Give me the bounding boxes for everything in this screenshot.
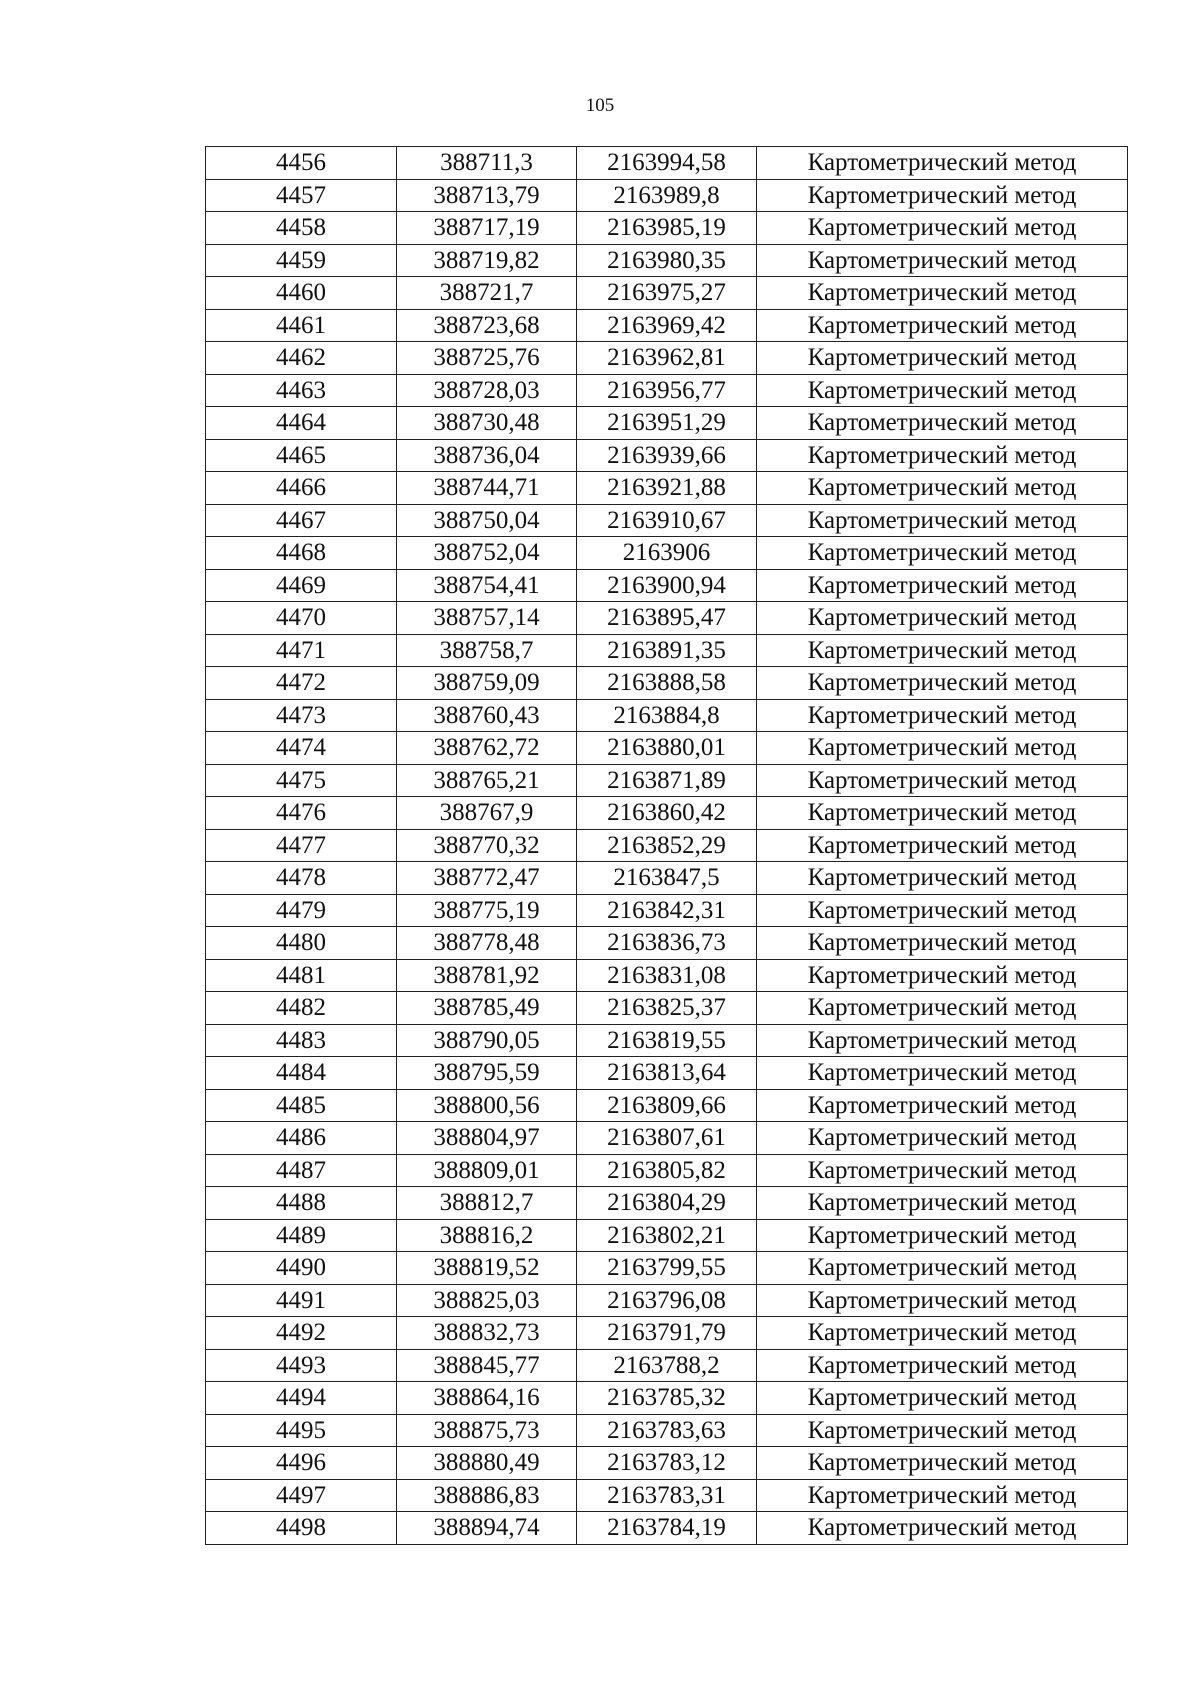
point-number-cell: 4488: [206, 1187, 397, 1220]
table-row: [206, 634, 1128, 667]
x-coordinate-cell: 388775,19: [397, 894, 577, 927]
method-cell: Картометрический метод: [757, 504, 1128, 537]
method-cell: Картометрический метод: [757, 212, 1128, 245]
y-coordinate-cell: 2163962,81: [577, 342, 757, 375]
method-cell: Картометрический метод: [757, 179, 1128, 212]
point-number-cell: 4472: [206, 667, 397, 700]
x-coordinate-cell: 388719,82: [397, 244, 577, 277]
point-number-cell: 4474: [206, 732, 397, 765]
method-cell: Картометрический метод: [757, 1414, 1128, 1447]
method-cell: Картометрический метод: [757, 439, 1128, 472]
method-cell: Картометрический метод: [757, 862, 1128, 895]
method-cell: Картометрический метод: [757, 1187, 1128, 1220]
x-coordinate-cell: 388730,48: [397, 407, 577, 440]
table-row: [206, 1024, 1128, 1057]
x-coordinate-cell: 388736,04: [397, 439, 577, 472]
x-coordinate-cell: 388825,03: [397, 1284, 577, 1317]
point-number-cell: 4492: [206, 1317, 397, 1350]
method-cell: Картометрический метод: [757, 699, 1128, 732]
coordinates-table: [205, 146, 1128, 1545]
method-cell: Картометрический метод: [757, 1479, 1128, 1512]
y-coordinate-cell: 2163994,58: [577, 147, 757, 180]
method-cell: Картометрический метод: [757, 1024, 1128, 1057]
y-coordinate-cell: 2163847,5: [577, 862, 757, 895]
x-coordinate-cell: 388744,71: [397, 472, 577, 505]
method-cell: Картометрический метод: [757, 1349, 1128, 1382]
method-cell: Картометрический метод: [757, 764, 1128, 797]
method-cell: Картометрический метод: [757, 1317, 1128, 1350]
table-row: [206, 472, 1128, 505]
y-coordinate-cell: 2163788,2: [577, 1349, 757, 1382]
method-cell: Картометрический метод: [757, 1252, 1128, 1285]
method-cell: Картометрический метод: [757, 927, 1128, 960]
point-number-cell: 4497: [206, 1479, 397, 1512]
point-number-cell: 4469: [206, 569, 397, 602]
table-row: [206, 1122, 1128, 1155]
y-coordinate-cell: 2163888,58: [577, 667, 757, 700]
point-number-cell: 4460: [206, 277, 397, 310]
point-number-cell: 4493: [206, 1349, 397, 1382]
y-coordinate-cell: 2163985,19: [577, 212, 757, 245]
y-coordinate-cell: 2163884,8: [577, 699, 757, 732]
method-cell: Картометрический метод: [757, 1154, 1128, 1187]
table-row: [206, 959, 1128, 992]
table-row: [206, 1349, 1128, 1382]
y-coordinate-cell: 2163989,8: [577, 179, 757, 212]
method-cell: Картометрический метод: [757, 147, 1128, 180]
table-row: [206, 1479, 1128, 1512]
method-cell: Картометрический метод: [757, 829, 1128, 862]
table-row: [206, 1219, 1128, 1252]
point-number-cell: 4486: [206, 1122, 397, 1155]
y-coordinate-cell: 2163805,82: [577, 1154, 757, 1187]
y-coordinate-cell: 2163871,89: [577, 764, 757, 797]
x-coordinate-cell: 388778,48: [397, 927, 577, 960]
x-coordinate-cell: 388781,92: [397, 959, 577, 992]
point-number-cell: 4456: [206, 147, 397, 180]
x-coordinate-cell: 388795,59: [397, 1057, 577, 1090]
table-row: [206, 1154, 1128, 1187]
coordinates-table-body: [206, 147, 1128, 1545]
point-number-cell: 4498: [206, 1512, 397, 1545]
x-coordinate-cell: 388762,72: [397, 732, 577, 765]
x-coordinate-cell: 388816,2: [397, 1219, 577, 1252]
table-row: [206, 797, 1128, 830]
method-cell: Картометрический метод: [757, 797, 1128, 830]
x-coordinate-cell: 388765,21: [397, 764, 577, 797]
x-coordinate-cell: 388713,79: [397, 179, 577, 212]
x-coordinate-cell: 388804,97: [397, 1122, 577, 1155]
y-coordinate-cell: 2163804,29: [577, 1187, 757, 1220]
x-coordinate-cell: 388832,73: [397, 1317, 577, 1350]
method-cell: Картометрический метод: [757, 277, 1128, 310]
table-row: [206, 927, 1128, 960]
point-number-cell: 4457: [206, 179, 397, 212]
point-number-cell: 4475: [206, 764, 397, 797]
table-row: [206, 862, 1128, 895]
table-row: [206, 829, 1128, 862]
y-coordinate-cell: 2163807,61: [577, 1122, 757, 1155]
x-coordinate-cell: 388812,7: [397, 1187, 577, 1220]
y-coordinate-cell: 2163956,77: [577, 374, 757, 407]
method-cell: Картометрический метод: [757, 634, 1128, 667]
method-cell: Картометрический метод: [757, 244, 1128, 277]
point-number-cell: 4464: [206, 407, 397, 440]
point-number-cell: 4459: [206, 244, 397, 277]
point-number-cell: 4477: [206, 829, 397, 862]
point-number-cell: 4461: [206, 309, 397, 342]
point-number-cell: 4476: [206, 797, 397, 830]
point-number-cell: 4463: [206, 374, 397, 407]
method-cell: Картометрический метод: [757, 472, 1128, 505]
method-cell: Картометрический метод: [757, 1284, 1128, 1317]
x-coordinate-cell: 388752,04: [397, 537, 577, 570]
y-coordinate-cell: 2163825,37: [577, 992, 757, 1025]
y-coordinate-cell: 2163951,29: [577, 407, 757, 440]
y-coordinate-cell: 2163860,42: [577, 797, 757, 830]
table-row: [206, 1089, 1128, 1122]
table-row: [206, 569, 1128, 602]
table-row: [206, 212, 1128, 245]
y-coordinate-cell: 2163799,55: [577, 1252, 757, 1285]
y-coordinate-cell: 2163802,21: [577, 1219, 757, 1252]
table-row: [206, 244, 1128, 277]
x-coordinate-cell: 388721,7: [397, 277, 577, 310]
y-coordinate-cell: 2163809,66: [577, 1089, 757, 1122]
x-coordinate-cell: 388864,16: [397, 1382, 577, 1415]
x-coordinate-cell: 388875,73: [397, 1414, 577, 1447]
x-coordinate-cell: 388758,7: [397, 634, 577, 667]
y-coordinate-cell: 2163906: [577, 537, 757, 570]
point-number-cell: 4484: [206, 1057, 397, 1090]
table-row: [206, 732, 1128, 765]
x-coordinate-cell: 388790,05: [397, 1024, 577, 1057]
x-coordinate-cell: 388845,77: [397, 1349, 577, 1382]
method-cell: Картометрический метод: [757, 1382, 1128, 1415]
method-cell: Картометрический метод: [757, 309, 1128, 342]
table-row: [206, 894, 1128, 927]
table-row: [206, 764, 1128, 797]
y-coordinate-cell: 2163895,47: [577, 602, 757, 635]
y-coordinate-cell: 2163783,12: [577, 1447, 757, 1480]
point-number-cell: 4467: [206, 504, 397, 537]
point-number-cell: 4495: [206, 1414, 397, 1447]
y-coordinate-cell: 2163842,31: [577, 894, 757, 927]
y-coordinate-cell: 2163939,66: [577, 439, 757, 472]
point-number-cell: 4478: [206, 862, 397, 895]
table-row: [206, 537, 1128, 570]
y-coordinate-cell: 2163852,29: [577, 829, 757, 862]
point-number-cell: 4465: [206, 439, 397, 472]
x-coordinate-cell: 388711,3: [397, 147, 577, 180]
y-coordinate-cell: 2163783,31: [577, 1479, 757, 1512]
y-coordinate-cell: 2163880,01: [577, 732, 757, 765]
x-coordinate-cell: 388819,52: [397, 1252, 577, 1285]
point-number-cell: 4494: [206, 1382, 397, 1415]
x-coordinate-cell: 388728,03: [397, 374, 577, 407]
y-coordinate-cell: 2163969,42: [577, 309, 757, 342]
point-number-cell: 4489: [206, 1219, 397, 1252]
table-row: [206, 1414, 1128, 1447]
method-cell: Картометрический метод: [757, 992, 1128, 1025]
y-coordinate-cell: 2163921,88: [577, 472, 757, 505]
y-coordinate-cell: 2163783,63: [577, 1414, 757, 1447]
point-number-cell: 4462: [206, 342, 397, 375]
method-cell: Картометрический метод: [757, 342, 1128, 375]
table-row: [206, 1382, 1128, 1415]
table-row: [206, 439, 1128, 472]
y-coordinate-cell: 2163980,35: [577, 244, 757, 277]
point-number-cell: 4483: [206, 1024, 397, 1057]
x-coordinate-cell: 388757,14: [397, 602, 577, 635]
point-number-cell: 4466: [206, 472, 397, 505]
point-number-cell: 4470: [206, 602, 397, 635]
method-cell: Картометрический метод: [757, 569, 1128, 602]
table-row: [206, 1057, 1128, 1090]
x-coordinate-cell: 388772,47: [397, 862, 577, 895]
x-coordinate-cell: 388717,19: [397, 212, 577, 245]
method-cell: Картометрический метод: [757, 667, 1128, 700]
point-number-cell: 4468: [206, 537, 397, 570]
table-row: [206, 342, 1128, 375]
method-cell: Картометрический метод: [757, 1447, 1128, 1480]
method-cell: Картометрический метод: [757, 1219, 1128, 1252]
table-row: [206, 1447, 1128, 1480]
x-coordinate-cell: 388754,41: [397, 569, 577, 602]
point-number-cell: 4473: [206, 699, 397, 732]
y-coordinate-cell: 2163791,79: [577, 1317, 757, 1350]
x-coordinate-cell: 388880,49: [397, 1447, 577, 1480]
y-coordinate-cell: 2163784,19: [577, 1512, 757, 1545]
x-coordinate-cell: 388785,49: [397, 992, 577, 1025]
table-row: [206, 667, 1128, 700]
method-cell: Картометрический метод: [757, 602, 1128, 635]
x-coordinate-cell: 388800,56: [397, 1089, 577, 1122]
x-coordinate-cell: 388759,09: [397, 667, 577, 700]
table-row: [206, 374, 1128, 407]
table-row: [206, 309, 1128, 342]
table-row: [206, 1284, 1128, 1317]
y-coordinate-cell: 2163900,94: [577, 569, 757, 602]
table-row: [206, 699, 1128, 732]
method-cell: Картометрический метод: [757, 732, 1128, 765]
x-coordinate-cell: 388770,32: [397, 829, 577, 862]
y-coordinate-cell: 2163785,32: [577, 1382, 757, 1415]
point-number-cell: 4491: [206, 1284, 397, 1317]
method-cell: Картометрический метод: [757, 894, 1128, 927]
y-coordinate-cell: 2163796,08: [577, 1284, 757, 1317]
x-coordinate-cell: 388725,76: [397, 342, 577, 375]
method-cell: Картометрический метод: [757, 1089, 1128, 1122]
table-row: [206, 1187, 1128, 1220]
point-number-cell: 4481: [206, 959, 397, 992]
point-number-cell: 4485: [206, 1089, 397, 1122]
method-cell: Картометрический метод: [757, 407, 1128, 440]
point-number-cell: 4490: [206, 1252, 397, 1285]
point-number-cell: 4471: [206, 634, 397, 667]
y-coordinate-cell: 2163891,35: [577, 634, 757, 667]
x-coordinate-cell: 388809,01: [397, 1154, 577, 1187]
page-number: 105: [585, 95, 615, 116]
x-coordinate-cell: 388894,74: [397, 1512, 577, 1545]
x-coordinate-cell: 388723,68: [397, 309, 577, 342]
method-cell: Картометрический метод: [757, 374, 1128, 407]
x-coordinate-cell: 388767,9: [397, 797, 577, 830]
point-number-cell: 4496: [206, 1447, 397, 1480]
y-coordinate-cell: 2163819,55: [577, 1024, 757, 1057]
table-row: [206, 179, 1128, 212]
table-row: [206, 992, 1128, 1025]
y-coordinate-cell: 2163813,64: [577, 1057, 757, 1090]
table-row: [206, 504, 1128, 537]
x-coordinate-cell: 388886,83: [397, 1479, 577, 1512]
table-row: [206, 1317, 1128, 1350]
y-coordinate-cell: 2163836,73: [577, 927, 757, 960]
method-cell: Картометрический метод: [757, 959, 1128, 992]
x-coordinate-cell: 388750,04: [397, 504, 577, 537]
point-number-cell: 4458: [206, 212, 397, 245]
y-coordinate-cell: 2163910,67: [577, 504, 757, 537]
method-cell: Картометрический метод: [757, 537, 1128, 570]
table-row: [206, 602, 1128, 635]
table-row: [206, 1512, 1128, 1545]
point-number-cell: 4487: [206, 1154, 397, 1187]
table-row: [206, 407, 1128, 440]
table-row: [206, 1252, 1128, 1285]
table-row: [206, 277, 1128, 310]
point-number-cell: 4479: [206, 894, 397, 927]
method-cell: Картометрический метод: [757, 1057, 1128, 1090]
point-number-cell: 4482: [206, 992, 397, 1025]
point-number-cell: 4480: [206, 927, 397, 960]
y-coordinate-cell: 2163975,27: [577, 277, 757, 310]
method-cell: Картометрический метод: [757, 1512, 1128, 1545]
x-coordinate-cell: 388760,43: [397, 699, 577, 732]
table-row: [206, 147, 1128, 180]
y-coordinate-cell: 2163831,08: [577, 959, 757, 992]
method-cell: Картометрический метод: [757, 1122, 1128, 1155]
